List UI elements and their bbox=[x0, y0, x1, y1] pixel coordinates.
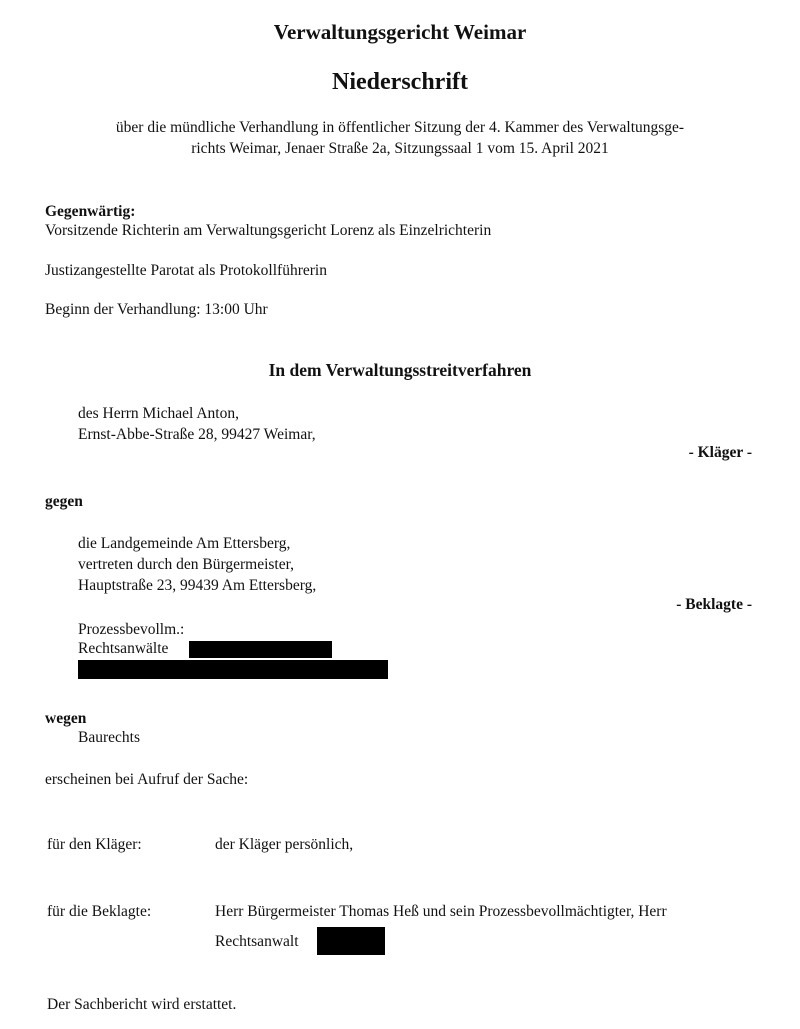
against-label: gegen bbox=[45, 493, 83, 510]
redaction-bar bbox=[317, 927, 385, 955]
case-heading: In dem Verwaltungsstreitverfahren bbox=[268, 360, 532, 380]
defendant-name: die Landgemeinde Am Ettersberg, bbox=[78, 535, 291, 552]
plaintiff-role: - Kläger - bbox=[688, 444, 752, 461]
defendant-appearance-counsel: Rechtsanwalt bbox=[215, 933, 299, 950]
counsel-label: Prozessbevollm.: bbox=[78, 621, 185, 638]
counsel-name: Rechtsanwälte bbox=[78, 640, 169, 657]
defendant-role: - Beklagte - bbox=[676, 596, 752, 613]
redaction-bar bbox=[189, 641, 332, 658]
presiding-judge: Vorsitzende Richterin am Verwaltungsgericht Lorenz als Einzelrichterin bbox=[45, 222, 492, 239]
presence-heading: Gegenwärtig: bbox=[45, 203, 136, 220]
subtitle-line-2: richts Weimar, Jenaer Straße 2a, Sitzungssaal 1 vom 15. April 2021 bbox=[191, 140, 609, 157]
plaintiff-appearance-label: für den Kläger: bbox=[47, 836, 142, 853]
document-title: Niederschrift bbox=[332, 69, 468, 95]
plaintiff-appearance-value: der Kläger persönlich, bbox=[215, 836, 354, 853]
document-subtitle bbox=[0, 117, 800, 159]
plaintiff-name: des Herrn Michael Anton, bbox=[78, 405, 239, 422]
appearance-intro: erscheinen bei Aufruf der Sache: bbox=[45, 771, 249, 788]
court-name: Verwaltungsgericht Weimar bbox=[273, 20, 527, 44]
defendant-appearance-label: für die Beklagte: bbox=[47, 903, 152, 920]
hearing-start: Beginn der Verhandlung: 13:00 Uhr bbox=[45, 301, 268, 318]
defendant-appearance-value: Herr Bürgermeister Thomas Heß und sein Prozessbevollmächtigter, Herr bbox=[215, 903, 667, 920]
defendant-address: Hauptstraße 23, 99439 Am Ettersberg, bbox=[78, 577, 317, 594]
defendant-representative: vertreten durch den Bürgermeister, bbox=[78, 556, 295, 573]
closing-statement: Der Sachbericht wird erstattet. bbox=[47, 996, 237, 1013]
regarding-value: Baurechts bbox=[78, 729, 140, 746]
regarding-label: wegen bbox=[45, 710, 87, 727]
court-clerk: Justizangestellte Parotat als Protokollführerin bbox=[45, 262, 327, 279]
subtitle-line-1: über die mündliche Verhandlung in öffentlicher Sitzung der 4. Kammer des Verwaltungsge- bbox=[115, 119, 685, 136]
redaction-bar bbox=[78, 660, 388, 679]
plaintiff-address: Ernst-Abbe-Straße 28, 99427 Weimar, bbox=[78, 426, 316, 443]
